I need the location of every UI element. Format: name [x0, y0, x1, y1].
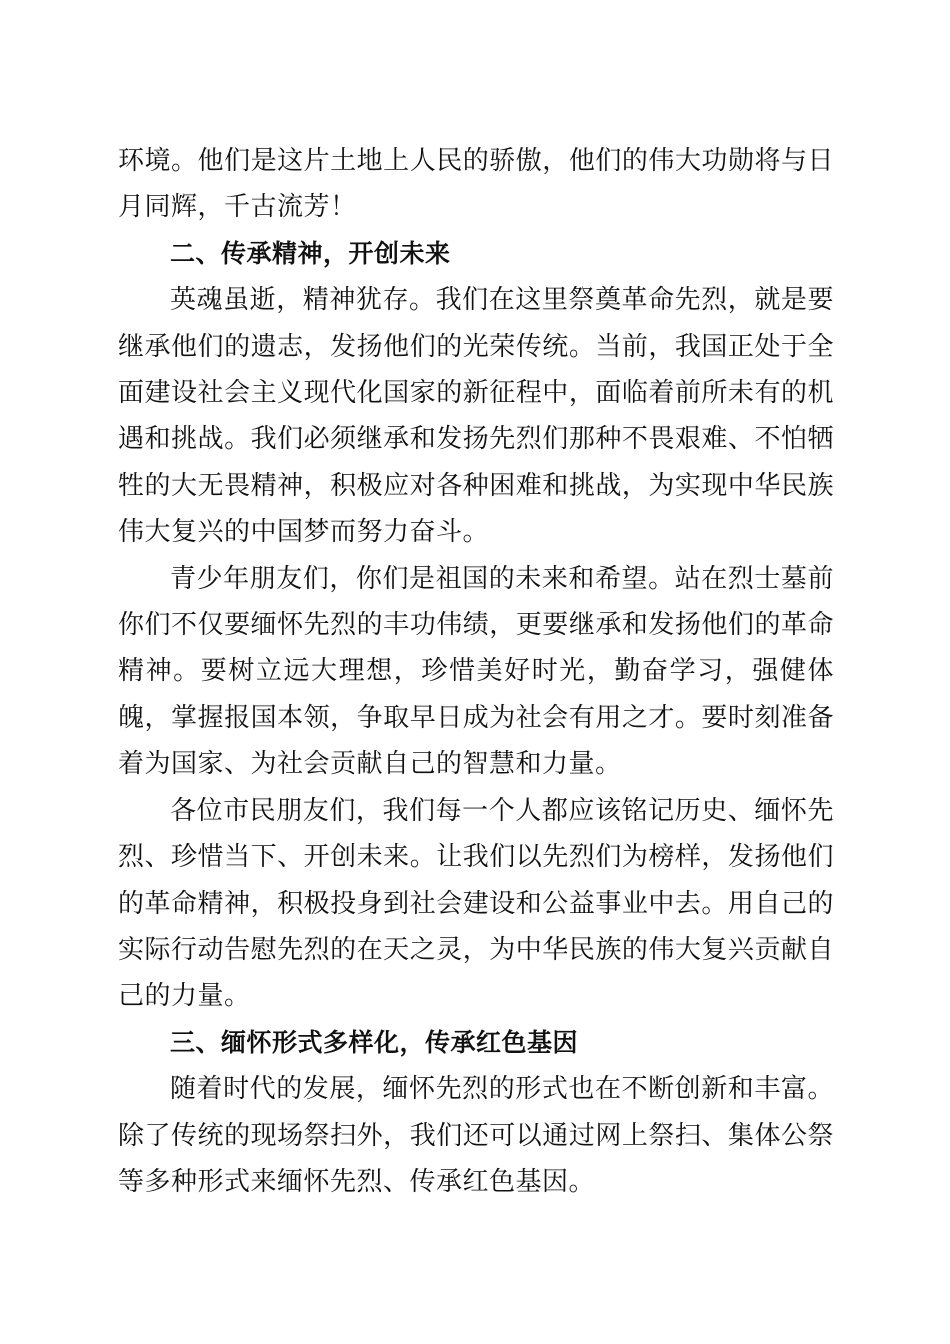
paragraph-citizens: 各位市民朋友们，我们每一个人都应该铭记历史、缅怀先烈、珍惜当下、开创未来。让我们以先烈们为榜样，发扬他们的革命精神，积极投身到社会建设和公益事业中去。用自己的实际行动告慰先烈的在天之灵，为中华民族的伟大复兴贡献自己的力量。: [118, 795, 834, 1012]
document-body: [118, 138, 834, 1205]
paragraph-continuation: 环境。他们是这片土地上人民的骄傲，他们的伟大功勋将与日月同辉，千古流芳！: [118, 146, 834, 223]
paragraph-youth: 青少年朋友们，你们是祖国的未来和希望。站在烈士墓前你们不仅要缅怀先烈的丰功伟绩，更要继承和发扬他们的革命精神。要树立远大理想，珍惜美好时光，勤奋学习，强健体魄，掌握报国本领，争取早日成为社会有用之才。要时刻准备着为国家、为社会贡献自己的智慧和力量。: [118, 563, 834, 780]
paragraph-forms: 随着时代的发展，缅怀先烈的形式也在不断创新和丰富。除了传统的现场祭扫外，我们还可以通过网上祭扫、集体公祭等多种形式来缅怀先烈、传承红色基因。: [118, 1074, 834, 1197]
paragraph-inherit-spirit: 英魂虽逝，精神犹存。我们在这里祭奠革命先烈，就是要继承他们的遗志，发扬他们的光荣传统。当前，我国正处于全面建设社会主义现代化国家的新征程中，面临着前所未有的机遇和挑战。我们必须继承和发扬先烈们那种不畏艰难、不怕牺牲的大无畏精神，积极应对各种困难和挑战，为实现中华民族伟大复兴的中国梦而努力奋斗。: [118, 285, 834, 548]
section-heading-3: 三、缅怀形式多样化，传承红色基因: [170, 1027, 579, 1057]
section-heading-2: 二、传承精神，开创未来: [170, 238, 451, 268]
